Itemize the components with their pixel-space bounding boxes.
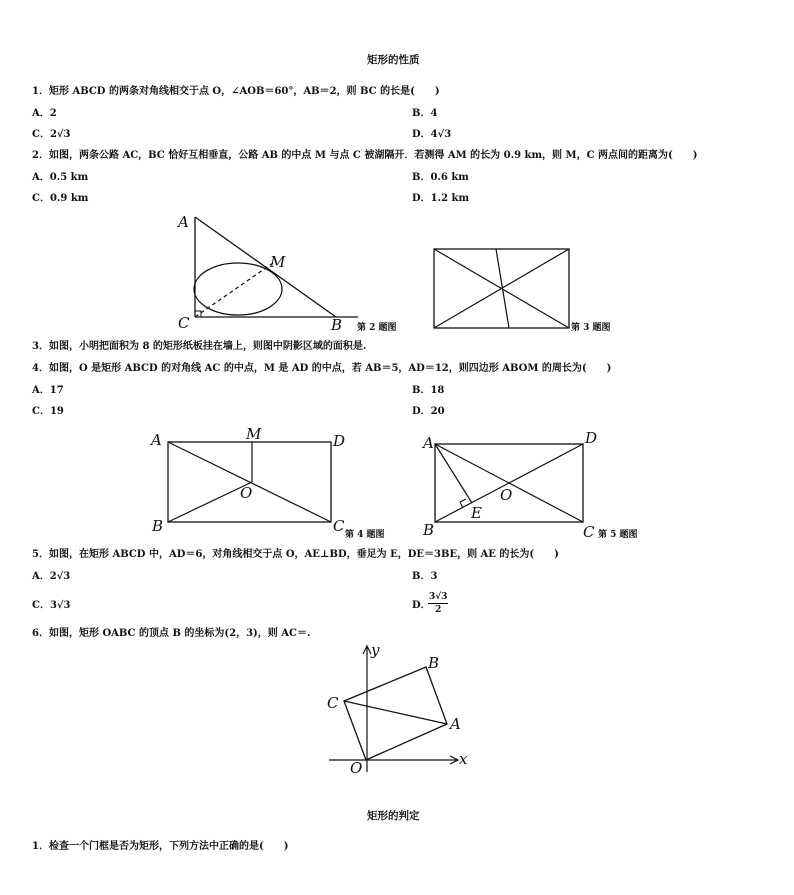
fig6-label-o: O	[350, 759, 363, 777]
section-title-determination: 矩形的判定	[367, 810, 420, 822]
fig4-label-m: M	[246, 425, 262, 443]
q5-stem: 5．如图，在矩形 ABCD 中，AD＝6，对角线相交于点 O，AE⊥BD，垂足为 E，DE＝3BE，则 AE 的长为( )	[32, 549, 559, 560]
fig6-label-y: y	[371, 641, 380, 659]
q2-option-d: D．1.2 km	[412, 193, 470, 204]
q5-option-a: A．2√3	[32, 571, 71, 582]
q1-option-d: D．4√3	[412, 129, 452, 140]
fig3-caption: 第 3 题图	[571, 323, 611, 333]
q2-option-b: B．0.6 km	[412, 172, 469, 183]
q5-option-b: B．3	[412, 571, 438, 582]
fig2-label-b: B	[331, 316, 343, 334]
q7-stem: 1．检查一个门框是否为矩形，下列方法中正确的是( )	[32, 841, 289, 852]
fig4-label-d: D	[333, 432, 346, 450]
fig4-label-o: O	[240, 484, 253, 502]
fig4-label-a: A	[151, 431, 162, 449]
fig5-label-a: A	[423, 434, 434, 452]
q5-option-c: C．3√3	[32, 600, 71, 611]
q4-option-c: C．19	[32, 406, 64, 417]
fig5-caption: 第 5 题图	[598, 530, 638, 540]
q5-option-d-prefix: D．	[412, 600, 431, 611]
section-title-properties: 矩形的性质	[367, 54, 420, 66]
fig4-caption: 第 4 题图	[345, 530, 385, 540]
figure-3-rectangle	[430, 244, 575, 334]
q3-stem: 3．如图，小明把面积为 8 的矩形纸板挂在墙上，则图中阴影区域的面积是.	[32, 341, 367, 352]
q1-stem: 1．矩形 ABCD 的两条对角线相交于点 O，∠AOB＝60°，AB＝2，则 BC 的长是( )	[32, 86, 440, 97]
q1-option-a: A．2	[32, 108, 57, 119]
figure-5-rectangle	[420, 424, 600, 542]
fig5-label-b: B	[423, 521, 435, 539]
fig6-label-b: B	[428, 654, 440, 672]
fig6-label-x: x	[459, 750, 468, 768]
q2-option-a: A．0.5 km	[32, 172, 89, 183]
figure-6-coordinate-rectangle	[325, 640, 475, 780]
figure-4-rectangle	[148, 424, 348, 539]
q6-stem: 6．如图，矩形 OABC 的顶点 B 的坐标为(2，3)，则 AC＝.	[32, 628, 311, 639]
q4-option-b: B．18	[412, 385, 445, 396]
q2-option-c: C．0.9 km	[32, 193, 89, 204]
fig6-label-c: C	[327, 694, 339, 712]
q4-option-d: D．20	[412, 406, 445, 417]
q1-option-c: C．2√3	[32, 129, 71, 140]
fig6-label-a: A	[450, 715, 461, 733]
fig2-caption: 第 2 题图	[357, 323, 397, 333]
q5-option-d-denominator: 2	[435, 605, 442, 615]
q4-option-a: A．17	[32, 385, 64, 396]
q1-option-b: B．4	[412, 108, 438, 119]
q5-option-d-fraction	[428, 591, 448, 616]
fig5-label-o: O	[500, 486, 513, 504]
fig2-label-c: C	[178, 314, 190, 332]
fig5-label-d: D	[585, 429, 598, 447]
figure-2-triangle	[170, 208, 370, 338]
fig2-label-a: A	[178, 213, 189, 231]
fig5-label-e: E	[471, 504, 482, 522]
q5-option-d-numerator: 3√3	[429, 592, 448, 602]
fig5-label-c: C	[583, 523, 595, 541]
fig4-label-c: C	[333, 517, 345, 535]
q4-stem: 4．如图，O 是矩形 ABCD 的对角线 AC 的中点，M 是 AD 的中点，若 AB＝5，AD＝12，则四边形 ABOM 的周长为( )	[32, 363, 612, 374]
fig4-label-b: B	[152, 517, 164, 535]
fig2-label-m: M	[270, 253, 286, 271]
q2-stem: 2．如图，两条公路 AC，BC 恰好互相垂直，公路 AB 的中点 M 与点 C 被湖隔开．若测得 AM 的长为 0.9 km，则 M，C 两点间的距离为( )	[32, 150, 698, 161]
